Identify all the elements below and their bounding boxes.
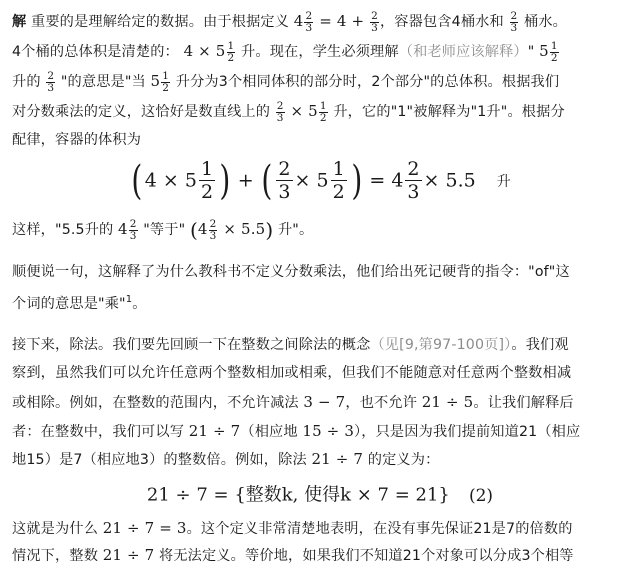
text: （相应地	[240, 424, 303, 440]
math-expression: = 4 +	[314, 12, 370, 30]
fraction: $\frac{1}{2}$	[227, 39, 235, 64]
text: 配律，容器的体积为	[12, 132, 142, 148]
text: ，也不允许	[345, 395, 422, 411]
eq-term: 4 × 5	[144, 169, 197, 192]
display-equation-2	[0, 478, 640, 512]
footnote-marker[interactable]: 1	[125, 294, 133, 305]
text: 升分为3个相同体积的部分时，2个部分"的总体积。根据我们	[171, 74, 560, 90]
text: 重要的是理解给定的数据。由于根据定义	[26, 14, 294, 30]
text: 对分数乘法的定义，这恰好是数直线上的	[12, 104, 275, 120]
text: 。让我们解释后	[473, 395, 574, 411]
para3-line1	[12, 332, 634, 358]
text: 的定义为：	[363, 452, 440, 468]
right-paren: )	[350, 157, 362, 204]
eq-term: × 5	[294, 169, 329, 192]
math-expression: 15 ÷ 3	[302, 422, 355, 440]
math-mixed-number: 4	[197, 220, 208, 238]
fraction: $\frac{1}{2}$	[550, 39, 558, 64]
text: 升的	[12, 74, 46, 90]
text: "的意思是"当	[56, 74, 151, 90]
para2-line2	[12, 287, 634, 317]
right-paren: )	[219, 157, 231, 204]
right-paren: )	[265, 218, 274, 242]
eq-tag: (2)	[468, 485, 494, 506]
fraction: $\frac{2}{3}$	[278, 158, 291, 203]
para1-line1	[12, 8, 634, 35]
math-expression: 3 − 7	[303, 393, 346, 411]
text: 个词的意思是"乘"	[12, 296, 126, 312]
math-expression: 4 × 5	[183, 42, 226, 60]
para1-line2	[12, 38, 634, 65]
para3-line4	[12, 418, 634, 445]
para1-line5	[12, 127, 634, 153]
eq-term: = 4	[369, 169, 404, 192]
math-expression: 21 ÷ 7	[188, 422, 241, 440]
text: 或相除。例如，在整数的范围内，不允许减法	[12, 395, 304, 411]
math-expression: 21 ÷ 5	[421, 393, 474, 411]
fraction: $\frac{2}{3}$	[47, 69, 55, 94]
fraction: $\frac{2}{3}$	[209, 217, 217, 242]
display-equation-1	[0, 158, 640, 210]
math-mixed-number: 4	[293, 12, 304, 30]
math-mixed-number: 4	[118, 220, 128, 238]
para1-line4	[12, 98, 634, 125]
fraction: $\frac{2}{3}$	[305, 9, 313, 34]
unit-label: 升	[496, 173, 511, 190]
math-expression: 21 ÷ 7	[311, 450, 364, 468]
para3-line2	[12, 360, 634, 386]
text: 情况下，整数	[12, 548, 103, 564]
para2-line1	[12, 259, 634, 285]
text: 这就是为什么	[12, 521, 103, 537]
reference-link[interactable]: （见[9,第97-100页]）	[370, 337, 512, 353]
math-expression: × 5.5	[218, 220, 266, 238]
text: 。	[132, 296, 147, 312]
para3-line6	[12, 515, 634, 542]
left-paren: (	[189, 218, 198, 242]
para1-line6	[12, 216, 634, 243]
para1-line3	[12, 68, 634, 95]
eq-body: 21 ÷ 7 = {整数k, 使得k × 7 = 21}	[146, 484, 450, 506]
para3-line5	[12, 446, 634, 473]
text: ），只是因为我们提前知道21（相应	[354, 424, 581, 440]
text: "等于"	[138, 222, 190, 238]
fraction: $\frac{1}{2}$	[200, 158, 214, 203]
math-mixed-number: 5	[539, 42, 549, 60]
teacher-note: （和老师应该解释）	[398, 44, 528, 60]
text: 地15）是7（相应地3）的整数倍。例如，除法	[12, 452, 312, 468]
para3-line7	[12, 542, 634, 569]
text: 这样，"5.5升的	[12, 222, 119, 238]
text: 顺便说一句，这解释了为什么教科书不定义分数乘法，他们给出死记硬背的指令："of"这	[12, 264, 570, 280]
text: 桶水。	[519, 14, 568, 30]
text: 4个桶的总体积是清楚的：	[12, 44, 184, 60]
left-paren: (	[131, 157, 143, 204]
fraction: $\frac{2}{3}$	[371, 9, 378, 34]
text: 升。现在，学生必须理解	[236, 44, 399, 60]
text: 接下来，除法。我们要先回顾一下在整数之间除法的概念	[12, 337, 371, 353]
text: 察到，虽然我们可以允许任意两个整数相加或相乘，但我们不能随意对任意两个整数相减	[12, 365, 572, 381]
text: 升，它的"1"被解释为"1升"。根据分	[328, 104, 565, 120]
fraction: $\frac{1}{2}$	[162, 69, 170, 94]
text: 将无法定义。等价地，如果我们不知道21个对象可以分成3个相等	[154, 548, 574, 564]
text: 升"。	[273, 222, 314, 238]
text: ，容器包含4桶水和	[379, 14, 509, 30]
math-expression: × 5	[285, 102, 318, 120]
fraction: $\frac{1}{2}$	[332, 158, 345, 203]
text: "	[527, 44, 540, 60]
math-mixed-number: 5	[150, 72, 161, 90]
math-expression: 21 ÷ 7 = 3	[102, 519, 187, 537]
fraction: $\frac{1}{2}$	[319, 99, 327, 124]
para3-line3	[12, 389, 634, 416]
plus-sign: +	[237, 169, 254, 192]
left-paren: (	[261, 157, 273, 204]
fraction: $\frac{2}{3}$	[510, 9, 518, 34]
fraction: $\frac{2}{3}$	[407, 158, 420, 203]
eq-term: × 5.5	[423, 169, 476, 192]
fraction: $\frac{2}{3}$	[276, 99, 284, 124]
text: 。我们观	[511, 337, 569, 353]
solution-label: 解	[12, 14, 27, 30]
math-expression: 21 ÷ 7	[102, 546, 155, 564]
fraction: $\frac{2}{3}$	[129, 217, 137, 242]
text: 。这个定义非常清楚地表明，在没有事先保证21是7的倍数的	[186, 521, 573, 537]
text: 者：在整数中，我们可以写	[12, 424, 189, 440]
